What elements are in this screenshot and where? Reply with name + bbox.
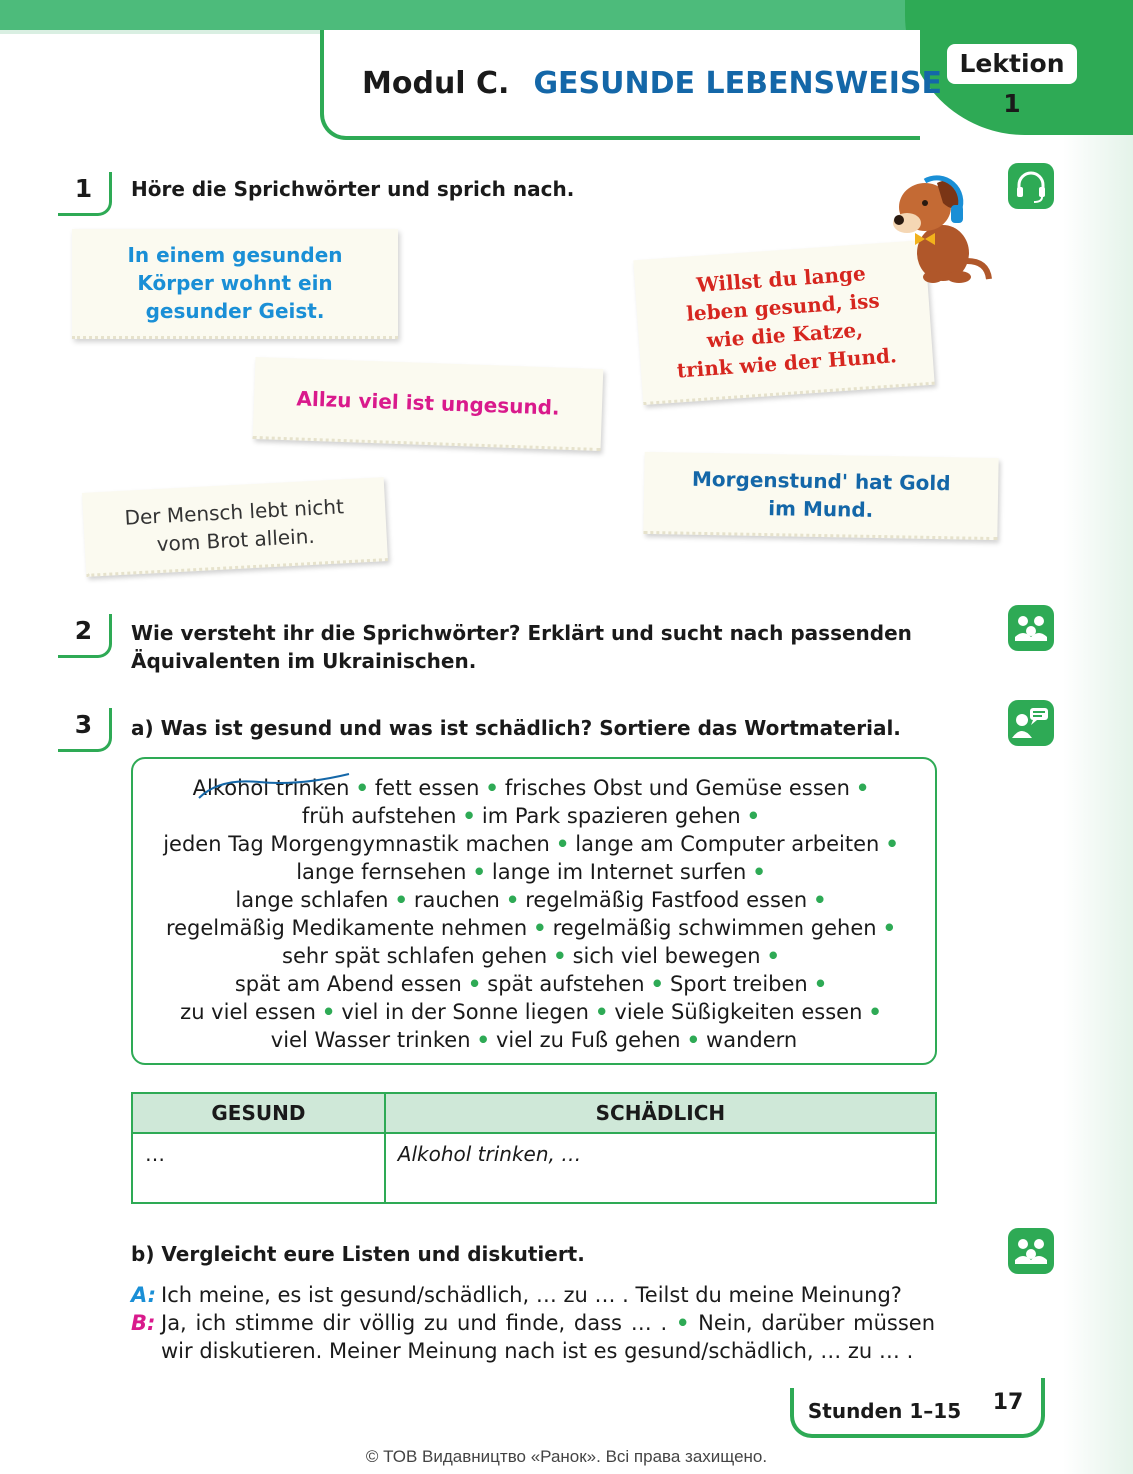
- proverb-line: In einem gesunden: [127, 242, 343, 267]
- bullet-dot: •: [855, 776, 870, 800]
- task3-instruction-a: a) Was ist gesund und was ist schädlich? Sortiere das Wortmaterial.: [131, 716, 901, 740]
- bullet-dot: •: [472, 860, 486, 884]
- bullet-dot: •: [485, 776, 499, 800]
- proverb-line: vom Brot allein.: [156, 523, 316, 556]
- copyright-notice: © ТОВ Видавництво «Ранок». Всі права захищено.: [365, 1447, 768, 1466]
- header-band-fade: [0, 30, 330, 34]
- bullet-dot: •: [746, 804, 761, 828]
- bullet-dot: •: [813, 888, 827, 912]
- bullet-dot: •: [467, 972, 482, 996]
- word-line: [131, 1026, 937, 1054]
- word-item: frisches Obst und Gemüse essen: [504, 776, 850, 800]
- sample-dialog: [131, 1281, 935, 1365]
- word-item: regelmäßig schwimmen gehen: [552, 916, 877, 940]
- bullet-dot: •: [650, 972, 664, 996]
- word-item: viel Wasser trinken: [270, 1028, 471, 1052]
- table-header-schaedlich: SCHÄDLICH: [385, 1093, 936, 1133]
- word-line: [131, 942, 937, 970]
- proverb-line: leben gesund, iss: [685, 288, 881, 326]
- bullet-dot: •: [533, 916, 547, 940]
- dialog-text-part: Nein, darüber müssen wir diskutieren. Meiner Meinung nach ist es gesund/schädlich, … zu … .: [161, 1311, 936, 1363]
- speaker-b: B:: [131, 1311, 156, 1335]
- word-line: [131, 914, 937, 942]
- bullet-dot: •: [752, 860, 766, 884]
- word-item: zu viel essen: [180, 1000, 316, 1024]
- proverb-line: Körper wohnt ein: [137, 270, 333, 295]
- dog-illustration: [885, 165, 995, 285]
- word-line: [131, 802, 937, 830]
- proverb-note: [643, 452, 998, 540]
- modul-title: GESUNDE LEBENSWEISE: [533, 66, 942, 101]
- bullet-dot: •: [882, 916, 897, 940]
- proverb-line: gesunder Geist.: [145, 298, 325, 323]
- table-header-gesund: GESUND: [132, 1093, 385, 1133]
- word-item: lange fernsehen: [296, 860, 467, 884]
- word-item: sich viel bewegen: [572, 944, 761, 968]
- word-item: fett essen: [374, 776, 480, 800]
- word-item: lange im Internet surfen: [491, 860, 747, 884]
- bullet-dot: •: [355, 776, 369, 800]
- word-item: früh aufstehen: [301, 804, 457, 828]
- proverb-note: [82, 477, 388, 577]
- word-line: [131, 886, 937, 914]
- word-item: jeden Tag Morgengymnastik machen: [163, 832, 550, 856]
- word-line: [131, 998, 937, 1026]
- lektion-badge: Lektion 1: [947, 44, 1077, 84]
- bullet-dot: •: [462, 804, 476, 828]
- dialog-line: [131, 1281, 935, 1309]
- bullet-dot: •: [813, 972, 828, 996]
- headphones-icon: [1008, 163, 1054, 209]
- table-cell-gesund: …: [132, 1133, 385, 1203]
- word-item: viel zu Fuß gehen: [495, 1028, 681, 1052]
- bullet-dot: •: [868, 1000, 882, 1024]
- table-row: [132, 1133, 936, 1203]
- proverb-line: wie die Katze,: [706, 317, 864, 353]
- speaker-a: A:: [131, 1283, 157, 1307]
- group-icon: [1008, 605, 1054, 651]
- bullet-dot: •: [686, 1028, 701, 1052]
- word-item: spät aufstehen: [487, 972, 645, 996]
- word-item: lange schlafen: [235, 888, 389, 912]
- proverb-line: trink wie der Hund.: [676, 343, 898, 383]
- word-line: [131, 970, 937, 998]
- task3-instruction-b: b) Vergleicht eure Listen und diskutiert.: [131, 1242, 585, 1266]
- sort-table: [131, 1092, 937, 1204]
- proverb-note: [72, 229, 398, 339]
- word-item: regelmäßig Fastfood essen: [525, 888, 808, 912]
- bullet-dot: •: [553, 944, 567, 968]
- word-line: [131, 830, 937, 858]
- bullet-dot: •: [476, 1028, 490, 1052]
- proverb-line: Morgenstund' hat Gold: [691, 466, 951, 495]
- lessons-range: Stunden 1–15: [790, 1388, 975, 1438]
- dialog-line: [131, 1309, 935, 1365]
- word-item: lange am Computer arbeiten: [575, 832, 880, 856]
- task2-instruction-line: Wie versteht ihr die Sprichwörter? Erklärt und sucht nach passenden: [131, 621, 912, 645]
- page-title: [362, 66, 942, 101]
- task2-instruction-line: Äquivalenten im Ukrainischen.: [131, 649, 477, 673]
- word-item: viel in der Sonne liegen: [341, 1000, 589, 1024]
- strikethrough-mark: [192, 772, 355, 802]
- word-item: sehr spät schlafen gehen: [282, 944, 548, 968]
- pair-talk-icon: [1008, 700, 1054, 746]
- bullet-dot: •: [766, 944, 780, 968]
- dialog-text: Ich meine, es ist gesund/schädlich, … zu … . Teilst du meine Meinung?: [161, 1283, 902, 1307]
- task2-instruction: [131, 619, 935, 675]
- side-strip: [1063, 135, 1133, 1474]
- word-item: viele Süßigkeiten essen: [614, 1000, 863, 1024]
- bullet-dot: •: [321, 1000, 336, 1024]
- bullet-dot: •: [885, 832, 899, 856]
- bullet-dot: •: [594, 1000, 609, 1024]
- bullet-dot: •: [505, 888, 520, 912]
- bullet-dot: •: [555, 832, 570, 856]
- proverb-line: im Mund.: [768, 495, 874, 522]
- bullet-dot: •: [675, 1311, 690, 1335]
- modul-label: Modul C.: [362, 66, 510, 101]
- word-item: im Park spazieren gehen: [481, 804, 741, 828]
- page-number: 17: [975, 1378, 1045, 1438]
- proverb-note: [253, 357, 604, 451]
- proverb-line: Der Mensch lebt nicht: [123, 493, 345, 530]
- group-icon: [1008, 1228, 1054, 1274]
- task-number-2: 2: [58, 614, 112, 658]
- task1-instruction: Höre die Sprichwörter und sprich nach.: [131, 177, 575, 201]
- dialog-text-part: Ja, ich stimme dir völlig zu und finde, dass … .: [161, 1311, 668, 1335]
- dialog-text: [161, 1309, 935, 1365]
- word-item: wandern: [706, 1028, 798, 1052]
- word-line: [131, 858, 937, 886]
- word-material-list: [131, 774, 937, 1054]
- word-item: Sport treiben: [669, 972, 808, 996]
- table-cell-schaedlich: Alkohol trinken, …: [385, 1133, 936, 1203]
- proverb-line: Willst du lange: [695, 261, 867, 297]
- task-number-3: 3: [58, 708, 112, 752]
- bullet-dot: •: [394, 888, 408, 912]
- proverb-line: Allzu viel ist ungesund.: [296, 385, 561, 420]
- word-item: Alkohol trinken: [192, 776, 350, 800]
- word-item: spät am Abend essen: [234, 972, 462, 996]
- task-number-1: 1: [58, 172, 112, 216]
- word-item: rauchen: [413, 888, 500, 912]
- word-item: regelmäßig Medikamente nehmen: [165, 916, 528, 940]
